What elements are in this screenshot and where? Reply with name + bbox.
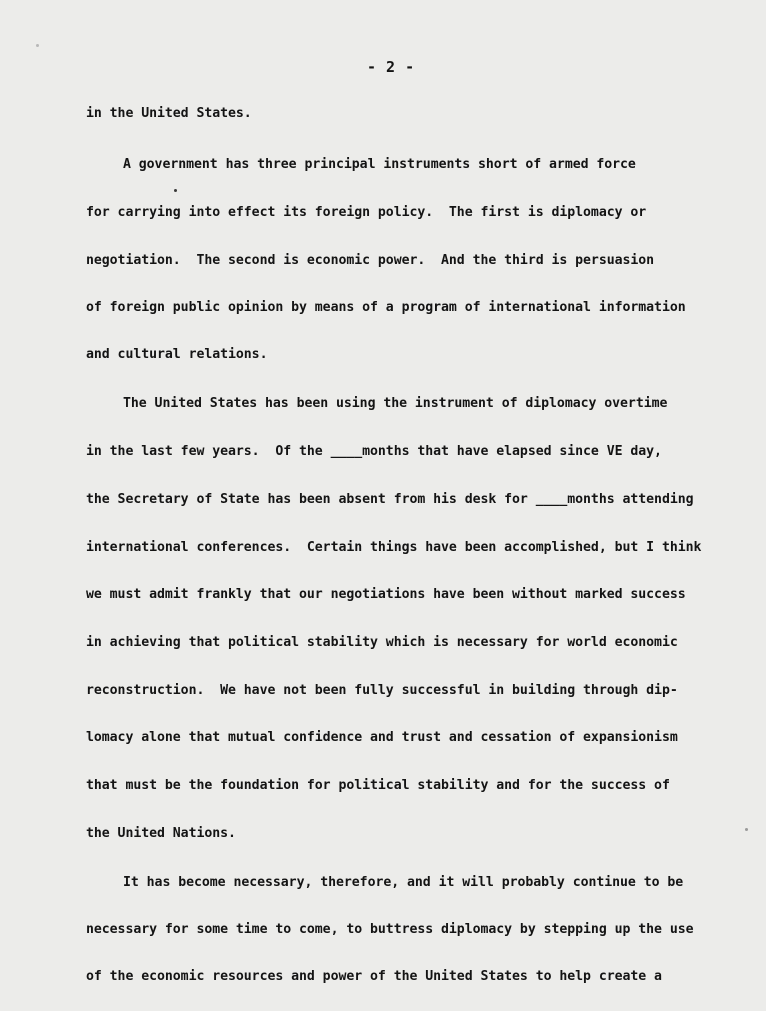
text-line: and cultural relations. [86, 347, 268, 362]
text-line: of foreign public opinion by means of a program of international information [86, 300, 686, 315]
text-line: necessary for some time to come, to buttress diplomacy by stepping up the use [86, 922, 694, 937]
paper-speck [174, 189, 177, 192]
text-line: of the economic resources and power of the United States to help create a [86, 969, 662, 984]
text-line: lomacy alone that mutual confidence and trust and cessation of expansionism [86, 730, 678, 745]
text-line: reconstruction. We have not been fully successful in building through dip- [86, 683, 678, 698]
text-line: for carrying into effect its foreign policy. The first is diplomacy or [86, 205, 647, 220]
text-line: A government has three principal instruments short of armed force [123, 157, 636, 172]
text-line: negotiation. The second is economic power. And the third is persuasion [86, 253, 655, 268]
text-line: the United Nations. [86, 826, 236, 841]
paper-speck [745, 828, 748, 831]
paper-speck [36, 44, 39, 47]
text-line: The United States has been using the instrument of diplomacy overtime [123, 396, 668, 411]
text-line: that must be the foundation for political stability and for the success of [86, 778, 670, 793]
text-line: in achieving that political stability which is necessary for world economic [86, 635, 678, 650]
text-line: in the United States. [86, 106, 252, 121]
text-line: in the last few years. Of the ____months that have elapsed since VE day, [86, 444, 662, 459]
text-line: It has become necessary, therefore, and it will probably continue to be [123, 875, 684, 890]
text-line: the Secretary of State has been absent from his desk for ____months attending [86, 492, 694, 507]
text-line: we must admit frankly that our negotiations have been without marked success [86, 587, 686, 602]
text-line: international conferences. Certain things have been accomplished, but I think [86, 540, 702, 555]
page-number: - 2 - [367, 58, 415, 76]
